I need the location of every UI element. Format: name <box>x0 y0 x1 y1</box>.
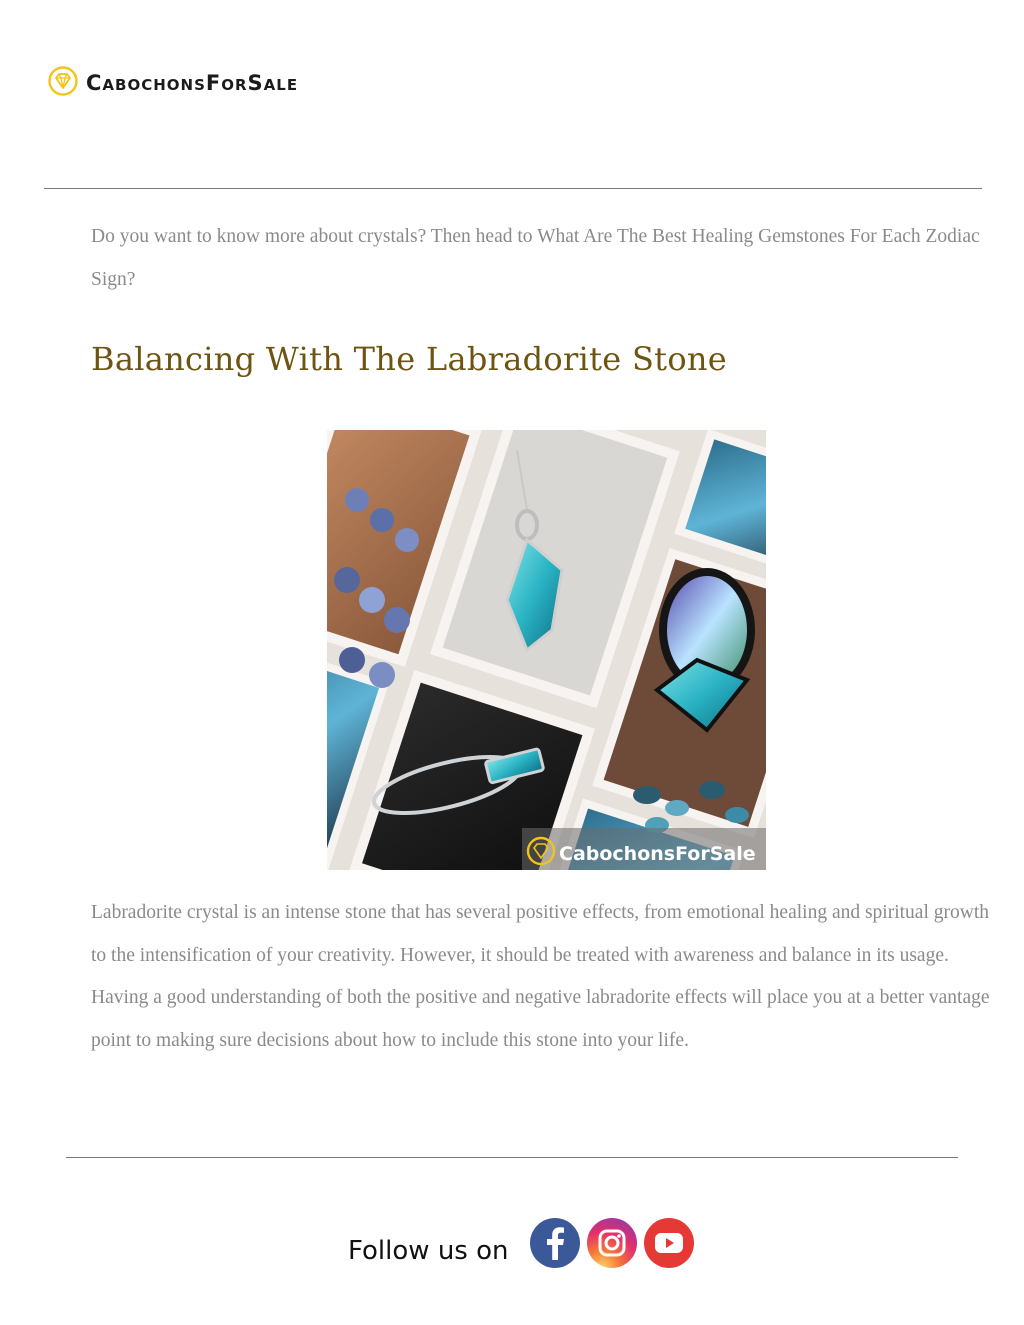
follow-us-label: Follow us on <box>348 1236 509 1266</box>
intro-paragraph: Do you want to know more about crystals? Then head to What Are The Best Healing Gemstones For Each Zodiac Sign? <box>91 226 980 290</box>
youtube-icon[interactable] <box>643 1217 695 1269</box>
site-logo[interactable] <box>48 66 298 100</box>
footer-divider <box>66 1157 958 1158</box>
logo-text: CabochonsForSale <box>86 71 299 95</box>
header-divider <box>44 188 982 189</box>
instagram-icon[interactable] <box>586 1217 638 1269</box>
collage-watermark: CabochonsForSale <box>559 843 756 865</box>
section-heading: Balancing With The Labradorite Stone <box>91 340 728 378</box>
facebook-icon[interactable] <box>529 1217 581 1269</box>
labradorite-collage-image <box>327 430 766 870</box>
body-paragraph: Labradorite crystal is an intense stone that has several positive effects, from emotional healing and spiritual growth to the intensification of your creativity. However, it should be treated with awareness and balance in its usage. Having a good understanding of both the positive and negative labradorite effects will place you at a better vantage point to making sure decisions about how to include this stone into your life. <box>91 902 990 1051</box>
gem-logo-icon <box>48 66 78 101</box>
